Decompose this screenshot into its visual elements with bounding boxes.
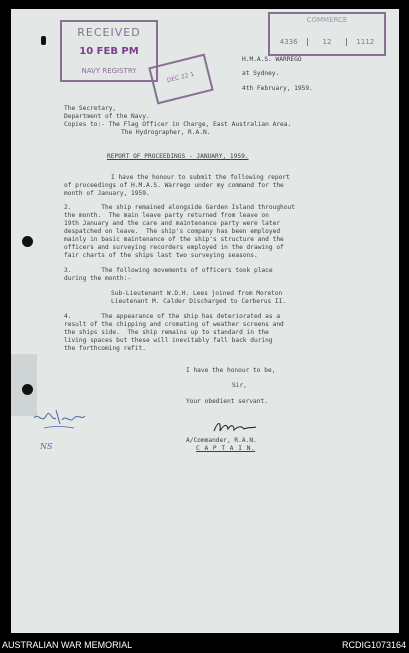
para4-line2: result of the chipping and cromating of weather screens and [64,321,284,328]
addressee-department: Department of the Navy. [64,113,150,120]
staple-mark [41,36,46,45]
report-title: REPORT OF PROCEEDINGS - JANUARY, 1959. [107,153,249,160]
reference-cell-2: 12 [307,38,345,46]
para2-line7: fair charts of the ships last two surveying seasons. [64,252,258,259]
ship-name: H.M.A.S. WARREGO [242,56,302,63]
reference-stamp [268,12,386,56]
para4-line3: the ships side. The ship remains up to standard in the [64,329,269,336]
para3-line2: during the month:- [64,275,132,282]
small-stamp-text: DEC 22 1 [166,70,196,85]
para2-line3: 19th January and the care and maintenance party were later [64,220,281,227]
punch-hole-upper [22,236,33,247]
officer-movement-1: Sub-Lieutenant W.D.H. Lees joined from Moreton [111,290,283,297]
signatory-rank: A/Commander, R.A.N. [186,437,257,444]
para4-line1: 4. The appearance of the ship has deteriorated as a [64,313,281,320]
margin-handwritten-note [30,404,88,432]
para2-line5: mainly in basic maintenance of the ship's structure and the [64,236,284,243]
punch-hole-lower [22,384,33,395]
closing-line-2: Sir, [232,382,247,389]
reference-stamp-top: COMMERCE [306,16,348,24]
closing-line-3: Your obedient servant. [186,398,268,405]
received-stamp-date: 10 FEB PM [79,46,139,57]
footer-record-id: RCDIG1073164 [341,640,406,650]
para2-line6: officers and surveying recorders employed in the drawing of [64,244,284,251]
copies-line-2: The Hydrographer, R.A.N. [121,129,211,136]
copies-line-1: Copies to:- The Flag Officer in Charge, East Australian Area. [64,121,292,128]
para1-line3: month of January, 1959. [64,190,150,197]
para2-line2: the month. The main leave party returned from leave on [64,212,269,219]
archive-footer [0,637,409,653]
received-stamp-title: RECEIVED [77,26,141,39]
para3-line1: 3. The following movements of officers took place [64,267,273,274]
received-stamp-office: NAVY REGISTRY [81,67,137,75]
footer-institution: AUSTRALIAN WAR MEMORIAL [2,640,133,650]
para1-line2: of proceedings of H.M.A.S. Warrego under my command for the [64,182,284,189]
reference-cell-3: 1112 [346,38,384,46]
handwritten-signature [212,419,258,435]
para4-line5: the forthcoming refit. [64,345,146,352]
letter-date: 4th February, 1959. [242,85,313,92]
reference-cell-1: 4336 [279,38,298,46]
closing-line-1: I have the honour to be, [186,367,276,374]
margin-initials: NS [40,442,53,451]
ship-location: at Sydney. [242,70,280,77]
para2-line1: 2. The ship remained alongside Garden Island throughout [64,204,295,211]
addressee: The Secretary, [64,105,117,112]
signatory-title: C A P T A I N. [196,445,256,452]
para2-line4: despatched on leave. The ship's company has been employed [64,228,281,235]
officer-movement-2: Lieutenant M. Calder Discharged to Cerberus II. [111,298,287,305]
para1-line1: I have the honour to submit the following report [111,174,290,181]
para4-line4: living spaces but these will inevitably fall back during [64,337,273,344]
received-stamp [60,20,158,82]
